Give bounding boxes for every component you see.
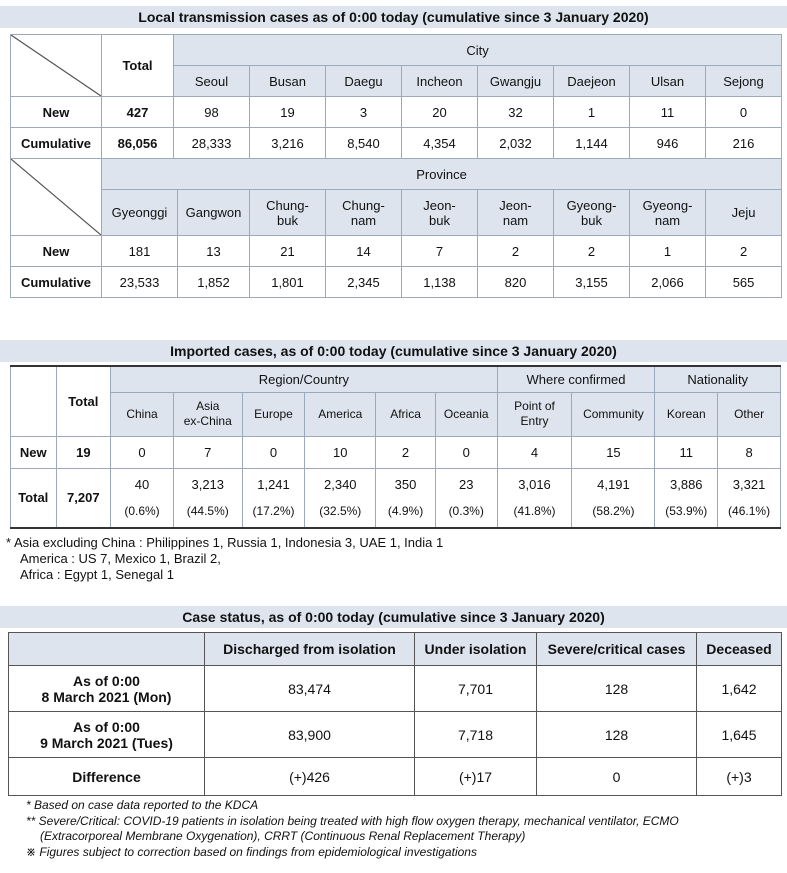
imported-new-value: 0: [242, 436, 305, 468]
footnote-severe-cont: (Extracorporeal Membrane Oxygenation), CRRT (Continuous Renal Replacement Therapy): [40, 829, 526, 843]
local-total-header: Total: [102, 35, 174, 97]
row-label-new: New: [11, 436, 57, 468]
city-col-sejong: Sejong: [706, 66, 782, 97]
imported-total-count: 23: [459, 476, 474, 492]
status-value: (+)3: [697, 758, 782, 796]
imported-col-community: [572, 392, 655, 436]
province-cumulative-value: 1,138: [402, 267, 478, 298]
status-corner-cell: [9, 633, 205, 666]
city-col-incheon: Incheon: [402, 66, 478, 97]
province-name-line2: buk: [429, 212, 450, 228]
imported-total-new: 19: [56, 436, 111, 468]
imported-col-asiaexchina: [173, 392, 242, 436]
province-name-line2: buk: [277, 212, 298, 228]
status-header-0: Discharged from isolation: [205, 633, 415, 666]
imported-total-count: 3,016: [518, 476, 551, 492]
imported-col-line1: Community: [583, 406, 644, 421]
imported-col-europe: [242, 392, 305, 436]
city-cumulative-value: 28,333: [174, 128, 250, 159]
local-city-table: [10, 34, 782, 159]
city-col-seoul: Seoul: [174, 66, 250, 97]
imported-note-africa: Africa : Egypt 1, Senegal 1: [20, 567, 174, 582]
city-new-value: 98: [174, 97, 250, 128]
province-name-line2: nam: [350, 212, 377, 228]
province-cumulative-value: 1,852: [178, 267, 250, 298]
province-cumulative-value: 2,345: [326, 267, 402, 298]
imported-col-pointofentry: [497, 392, 572, 436]
status-value: 1,642: [697, 666, 782, 712]
footnote-kdca: * Based on case data reported to the KDCA: [26, 798, 259, 812]
local-title: Local transmission cases as of 0:00 today (cumulative since 3 January 2020): [0, 6, 787, 28]
imported-total-value: [173, 468, 242, 528]
city-cumulative-value: 1,144: [554, 128, 630, 159]
imported-total-total: 7,207: [56, 468, 111, 528]
status-value: (+)426: [205, 758, 415, 796]
nationality-header: Nationality: [655, 366, 781, 392]
imported-total-value: [718, 468, 781, 528]
diagonal-corner-cell: [11, 35, 102, 97]
imported-new-value: 15: [572, 436, 655, 468]
city-cumulative-value: 946: [630, 128, 706, 159]
city-col-daejeon: Daejeon: [554, 66, 630, 97]
province-new-value: 21: [250, 236, 326, 267]
city-new-value: 0: [706, 97, 782, 128]
imported-total-value: [242, 468, 305, 528]
imported-col-line2: Entry: [520, 414, 549, 428]
status-header-2: Severe/critical cases: [537, 633, 697, 666]
where-confirmed-header: Where confirmed: [497, 366, 655, 392]
city-cumulative-value: 216: [706, 128, 782, 159]
province-name-line1: Gyeong-: [566, 197, 617, 213]
imported-col-line1: China: [126, 406, 158, 421]
province-name-line2: nam: [654, 212, 681, 228]
imported-col-line1: Point of: [514, 399, 555, 413]
imported-total-pct: (4.9%): [387, 503, 424, 518]
city-new-value: 20: [402, 97, 478, 128]
imported-total-value: [572, 468, 655, 528]
imported-col-line1: Oceania: [443, 406, 489, 421]
province-col-gyeongbuk: [554, 190, 630, 236]
imported-col-africa: [376, 392, 436, 436]
province-name-line1: Chung-: [342, 197, 385, 213]
imported-total-value: [111, 468, 174, 528]
province-name-line1: Gyeong-: [642, 197, 693, 213]
imported-total-value: [435, 468, 497, 528]
city-new-value: 1: [554, 97, 630, 128]
imported-total-value: [305, 468, 376, 528]
imported-col-america: [305, 392, 376, 436]
status-row-label: [9, 758, 205, 796]
imported-total-header: Total: [56, 366, 111, 436]
imported-new-value: 7: [173, 436, 242, 468]
region-header: Region/Country: [111, 366, 497, 392]
province-new-value: 14: [326, 236, 402, 267]
status-table: [8, 632, 782, 796]
status-value: 1,645: [697, 712, 782, 758]
province-name-line1: Jeon-: [423, 197, 456, 213]
province-cumulative-value: 1,801: [250, 267, 326, 298]
province-new-value: 2: [554, 236, 630, 267]
imported-total-value: [497, 468, 572, 528]
province-col-chungnam: [326, 190, 402, 236]
status-value: (+)17: [415, 758, 537, 796]
imported-total-pct: (0.3%): [448, 503, 484, 518]
footnote-correction: ※ Figures subject to correction based on findings from epidemiological investigations: [26, 845, 477, 859]
province-cumulative-value: 820: [478, 267, 554, 298]
province-name-line2: nam: [502, 212, 529, 228]
province-new-value: 1: [630, 236, 706, 267]
province-name-line1: Chung-: [266, 197, 309, 213]
city-col-ulsan: Ulsan: [630, 66, 706, 97]
city-cumulative-value: 4,354: [402, 128, 478, 159]
imported-total-value: [376, 468, 436, 528]
imported-total-count: 3,886: [670, 476, 703, 492]
imported-total-count: 3,213: [191, 476, 225, 492]
status-title: Case status, as of 0:00 today (cumulative since 3 January 2020): [0, 606, 787, 628]
imported-total-pct: (32.5%): [319, 503, 362, 518]
imported-new-value: 0: [111, 436, 174, 468]
imported-col-line1: Asia: [196, 399, 220, 413]
imported-total-pct: (58.2%): [592, 503, 635, 518]
imported-total-pct: (44.5%): [186, 503, 229, 518]
province-new-value: 2: [478, 236, 554, 267]
imported-corner-cell: [11, 366, 57, 436]
imported-total-pct: (0.6%): [124, 503, 160, 518]
footnote-severe: ** Severe/Critical: COVID-19 patients in isolation being treated with high flow oxygen therapy, mechanical ventilator, ECMO: [26, 814, 679, 828]
imported-col-line1: Africa: [390, 406, 421, 421]
province-col-jeonbuk: [402, 190, 478, 236]
province-new-value: 7: [402, 236, 478, 267]
imported-table: [10, 365, 781, 529]
city-new-value: 11: [630, 97, 706, 128]
imported-note-america: America : US 7, Mexico 1, Brazil 2,: [20, 551, 221, 566]
local-total-new: 427: [102, 97, 174, 128]
province-new-value: 181: [102, 236, 178, 267]
province-col-jeonnam: [478, 190, 554, 236]
status-row-label-line2: 9 March 2021 (Tues): [40, 734, 173, 751]
status-value: 128: [537, 666, 697, 712]
province-name-line2: buk: [581, 212, 602, 228]
imported-total-count: 2,340: [324, 476, 357, 492]
imported-col-line1: Europe: [254, 406, 293, 421]
imported-col-china: [111, 392, 174, 436]
imported-total-count: 1,241: [257, 476, 290, 492]
row-label-cumulative: Cumulative: [11, 267, 102, 298]
province-name-line1: Jeju: [731, 205, 756, 220]
imported-title: Imported cases, as of 0:00 today (cumulative since 3 January 2020): [0, 340, 787, 362]
imported-col-line2: ex-China: [183, 414, 232, 428]
status-row-label-line1: As of 0:00: [73, 672, 140, 689]
imported-total-count: 350: [394, 476, 417, 492]
imported-new-value: 11: [655, 436, 718, 468]
status-row-label-line2: 8 March 2021 (Mon): [41, 688, 172, 705]
status-header-1: Under isolation: [415, 633, 537, 666]
status-value: 0: [537, 758, 697, 796]
imported-new-value: 0: [435, 436, 497, 468]
province-col-jeju: [706, 190, 782, 236]
imported-new-value: 4: [497, 436, 572, 468]
imported-total-pct: (17.2%): [252, 503, 295, 518]
local-total-cumulative: 86,056: [102, 128, 174, 159]
status-value: 83,474: [205, 666, 415, 712]
province-header: Province: [102, 159, 782, 190]
imported-col-korean: [655, 392, 718, 436]
imported-col-other: [718, 392, 781, 436]
row-label-new: New: [11, 236, 102, 267]
status-row-label-line1: As of 0:00: [73, 718, 140, 735]
status-row-label-line1: Difference: [72, 768, 141, 785]
imported-total-count: 3,321: [732, 476, 766, 492]
row-label-new: New: [11, 97, 102, 128]
city-new-value: 32: [478, 97, 554, 128]
province-name-line1: Gyeonggi: [111, 205, 168, 220]
status-value: 7,701: [415, 666, 537, 712]
province-cumulative-value: 3,155: [554, 267, 630, 298]
imported-note-asia: * Asia excluding China : Philippines 1, Russia 1, Indonesia 3, UAE 1, India 1: [6, 535, 444, 550]
province-col-gangwon: [178, 190, 250, 236]
imported-total-count: 40: [134, 476, 150, 492]
row-label-total: Total: [11, 468, 57, 528]
imported-col-line1: Korean: [666, 406, 706, 421]
diagonal-corner-cell: [11, 159, 102, 236]
province-col-gyeonggi: [102, 190, 178, 236]
imported-col-oceania: [435, 392, 497, 436]
status-row-label: [9, 666, 205, 712]
status-header-3: Deceased: [697, 633, 782, 666]
province-cumulative-value: 23,533: [102, 267, 178, 298]
city-cumulative-value: 2,032: [478, 128, 554, 159]
province-col-gyeongnam: [630, 190, 706, 236]
province-new-value: 2: [706, 236, 782, 267]
row-label-cumulative: Cumulative: [11, 128, 102, 159]
status-value: 83,900: [205, 712, 415, 758]
province-cumulative-value: 2,066: [630, 267, 706, 298]
imported-total-pct: (41.8%): [513, 503, 556, 518]
city-cumulative-value: 8,540: [326, 128, 402, 159]
city-new-value: 19: [250, 97, 326, 128]
city-col-gwangju: Gwangju: [478, 66, 554, 97]
imported-total-count: 4,191: [597, 476, 630, 492]
local-province-table: [10, 158, 782, 298]
imported-col-line1: Other: [734, 406, 765, 421]
status-row-label: [9, 712, 205, 758]
status-value: 128: [537, 712, 697, 758]
imported-new-value: 8: [718, 436, 781, 468]
imported-total-value: [655, 468, 718, 528]
imported-col-line1: America: [318, 406, 363, 421]
city-cumulative-value: 3,216: [250, 128, 326, 159]
province-cumulative-value: 565: [706, 267, 782, 298]
city-col-daegu: Daegu: [326, 66, 402, 97]
imported-total-pct: (53.9%): [665, 503, 708, 518]
province-new-value: 13: [178, 236, 250, 267]
imported-new-value: 2: [376, 436, 436, 468]
imported-new-value: 10: [305, 436, 376, 468]
province-name-line1: Gangwon: [185, 205, 242, 220]
province-name-line1: Jeon-: [499, 197, 532, 213]
imported-total-pct: (46.1%): [728, 503, 771, 518]
city-header: City: [174, 35, 782, 66]
city-col-busan: Busan: [250, 66, 326, 97]
province-col-chungbuk: [250, 190, 326, 236]
city-new-value: 3: [326, 97, 402, 128]
status-value: 7,718: [415, 712, 537, 758]
